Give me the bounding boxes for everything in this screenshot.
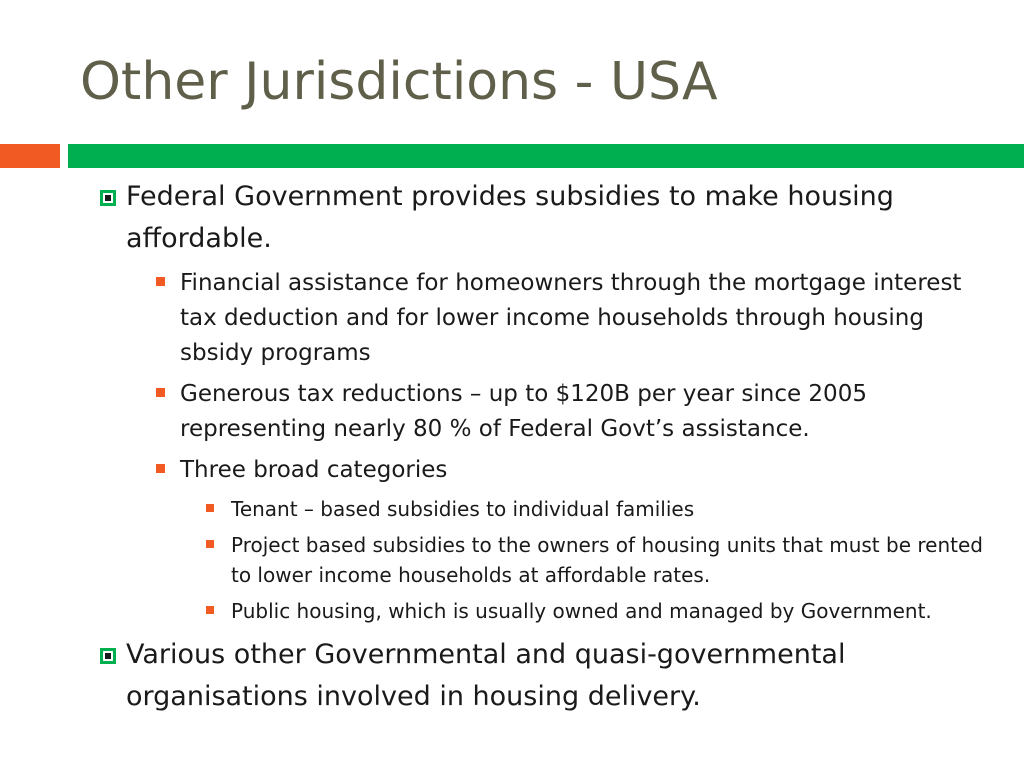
- bullet-level2: [156, 266, 980, 371]
- bullet-level1: [94, 176, 994, 260]
- bullet-text: Generous tax reductions – up to $120B per year since 2005 representing nearly 80 % of Federal Govt’s assistance.: [180, 381, 867, 442]
- bullet-text: Three broad categories: [180, 457, 448, 483]
- bullet-text: Project based subsidies to the owners of housing units that must be rented to lower income households at affordable rates.: [231, 533, 983, 587]
- square-bullet-icon: [156, 388, 165, 397]
- bullet-text: Federal Government provides subsidies to make housing affordable.: [126, 181, 894, 254]
- bullet-level3: [206, 530, 991, 590]
- square-bullet-icon: [206, 540, 214, 548]
- hollow-square-bullet-icon: [100, 190, 116, 206]
- slide-content: [94, 176, 994, 724]
- bullet-text: Financial assistance for homeowners through the mortgage interest tax deduction and for lower income households through housing sbsidy programs: [180, 270, 962, 366]
- slide-title: Other Jurisdictions - USA: [80, 52, 718, 112]
- hollow-square-bullet-icon: [100, 648, 116, 664]
- accent-bar-orange: [0, 144, 60, 168]
- bullet-level3: [206, 596, 991, 626]
- square-bullet-icon: [156, 464, 165, 473]
- accent-bar-green: [68, 144, 1024, 168]
- square-bullet-icon: [156, 277, 165, 286]
- bullet-text: Tenant – based subsidies to individual families: [231, 497, 695, 521]
- bullet-level3: [206, 494, 991, 524]
- square-bullet-icon: [206, 504, 214, 512]
- bullet-level1: [94, 634, 994, 718]
- bullet-level2: [156, 453, 980, 488]
- bullet-level2: [156, 377, 980, 447]
- square-bullet-icon: [206, 606, 214, 614]
- bullet-text: Various other Governmental and quasi-governmental organisations involved in housing delivery.: [126, 639, 846, 712]
- bullet-text: Public housing, which is usually owned and managed by Government.: [231, 599, 932, 623]
